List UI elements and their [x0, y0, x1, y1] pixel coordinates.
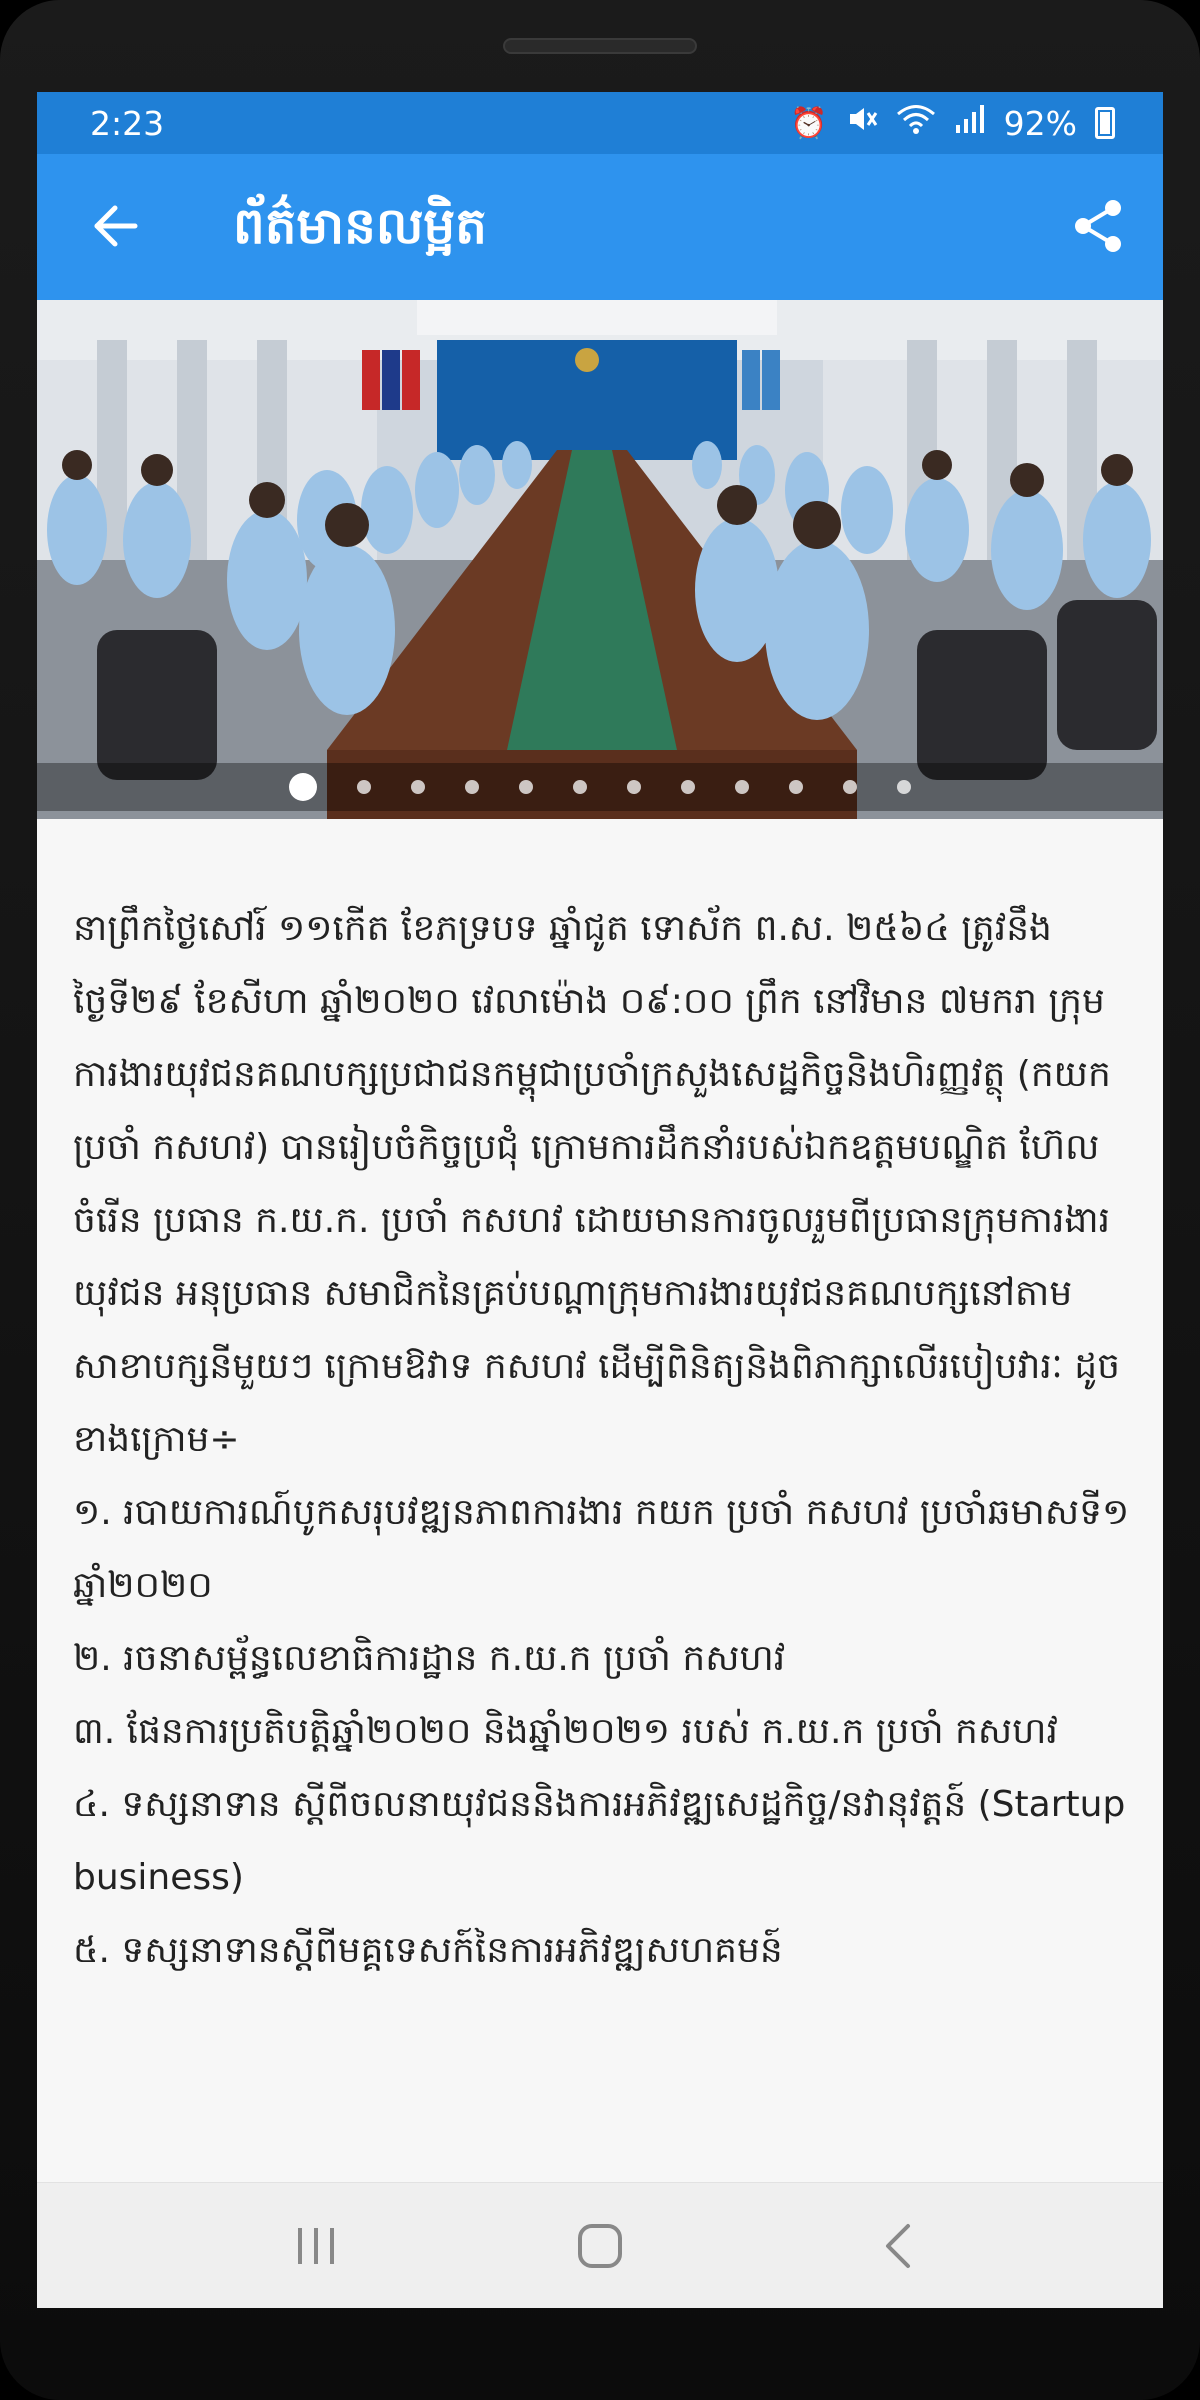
article-body	[73, 892, 1133, 1987]
carousel-dot[interactable]	[357, 780, 371, 794]
home-button[interactable]	[567, 2213, 633, 2279]
carousel-dot[interactable]	[735, 780, 749, 794]
article-paragraph: ៤. ទស្សនាទាន ស្តីពីចលនាយុវជននិងការអភិវឌ្ឍសេដ្ឋកិច្ច/នវានុវត្តន៍ (Startup business)	[73, 1784, 1126, 1898]
back-button[interactable]	[83, 194, 147, 258]
carousel-dot[interactable]	[289, 773, 317, 801]
carousel-dot[interactable]	[897, 780, 911, 794]
carousel-dot[interactable]	[519, 780, 533, 794]
mute-icon	[846, 103, 878, 143]
image-carousel[interactable]	[37, 300, 1163, 819]
alarm-icon: ⏰	[790, 105, 828, 141]
carousel-dot[interactable]	[681, 780, 695, 794]
app-bar	[37, 154, 1163, 300]
carousel-dot[interactable]	[627, 780, 641, 794]
system-nav-bar	[37, 2182, 1163, 2308]
screen	[37, 92, 1163, 2308]
status-icons	[790, 103, 1115, 143]
share-icon	[1071, 198, 1127, 254]
share-button[interactable]	[1067, 194, 1131, 258]
carousel-dot[interactable]	[573, 780, 587, 794]
carousel-dot[interactable]	[465, 780, 479, 794]
recent-apps-button[interactable]	[283, 2213, 349, 2279]
arrow-left-icon	[89, 200, 141, 252]
recent-apps-icon	[294, 2226, 338, 2266]
phone-speaker	[503, 38, 697, 54]
article-paragraph: នាព្រឹកថ្ងៃសៅរ៍ ១១កើត ខែភទ្របទ ឆ្នាំជូត ទោស័ក ព.ស. ២៥៦៤ ត្រូវនឹងថ្ងៃទី២៩ ខែសីហា ឆ្នាំ២០២០ វេលាម៉ោង ០៩:០០ ព្រឹក នៅវិមាន ៧មករា ក្រុមការងារយុវជនគណបក្សប្រជាជនកម្ពុជាប្រចាំក្រសួងសេដ្ឋកិច្ចនិងហិរញ្ញវត្ថុ (កយក ប្រចាំ កសហវ) បានរៀបចំកិច្ចប្រជុំ ក្រោមការដឹកនាំរបស់ឯកឧត្តមបណ្ឌិត ហ៊ែល ចំរើន ប្រធាន ក.យ.ក. ប្រចាំ កសហវ ដោយមានការចូលរួមពីប្រធានក្រុមការងារយុវជន អនុប្រធាន សមាជិកនៃគ្រប់បណ្តាក្រុមការងារយុវជនគណបក្សនៅតាមសាខាបក្សនីមួយៗ ក្រោមឱវាទ កសហវ ដើម្បីពិនិត្យនិងពិភាក្សាលើរបៀបវារៈ ដូចខាងក្រោម÷	[73, 908, 1120, 1460]
article-paragraph: ៥. ទស្សនាទានស្តីពីមគ្គទេសក៍នៃការអភិវឌ្ឍសហគមន៍	[73, 1930, 783, 1971]
carousel-dot[interactable]	[789, 780, 803, 794]
article-paragraph: ២. រចនាសម្ព័ន្ធលេខាធិការដ្ឋាន ក.យ.ក ប្រចាំ កសហវ	[73, 1638, 786, 1679]
back-icon	[880, 2222, 916, 2270]
carousel-dot[interactable]	[411, 780, 425, 794]
battery-percent: 92%	[1003, 103, 1077, 143]
meeting-photo	[37, 300, 1163, 819]
wifi-icon	[896, 103, 936, 143]
nav-back-button[interactable]	[865, 2213, 931, 2279]
battery-icon	[1095, 107, 1115, 139]
home-icon	[576, 2222, 624, 2270]
carousel-dot[interactable]	[843, 780, 857, 794]
status-time: 2:23	[90, 103, 165, 143]
status-bar	[37, 92, 1163, 154]
article-paragraph: ៣. ផែនការប្រតិបត្តិឆ្នាំ២០២០ និងឆ្នាំ២០២១ របស់ ក.យ.ក ប្រចាំ កសហវ	[73, 1711, 1058, 1752]
page-title: ព័ត៌មានលម្អិត	[233, 197, 487, 255]
article-paragraph: ១. របាយការណ៍បូកសរុបវឌ្ឍនភាពការងារ កយក ប្រចាំ កសហវ ប្រចាំឆមាសទី១ ឆ្នាំ២០២០	[73, 1492, 1130, 1606]
signal-icon	[954, 103, 986, 143]
carousel-indicators	[37, 763, 1163, 811]
